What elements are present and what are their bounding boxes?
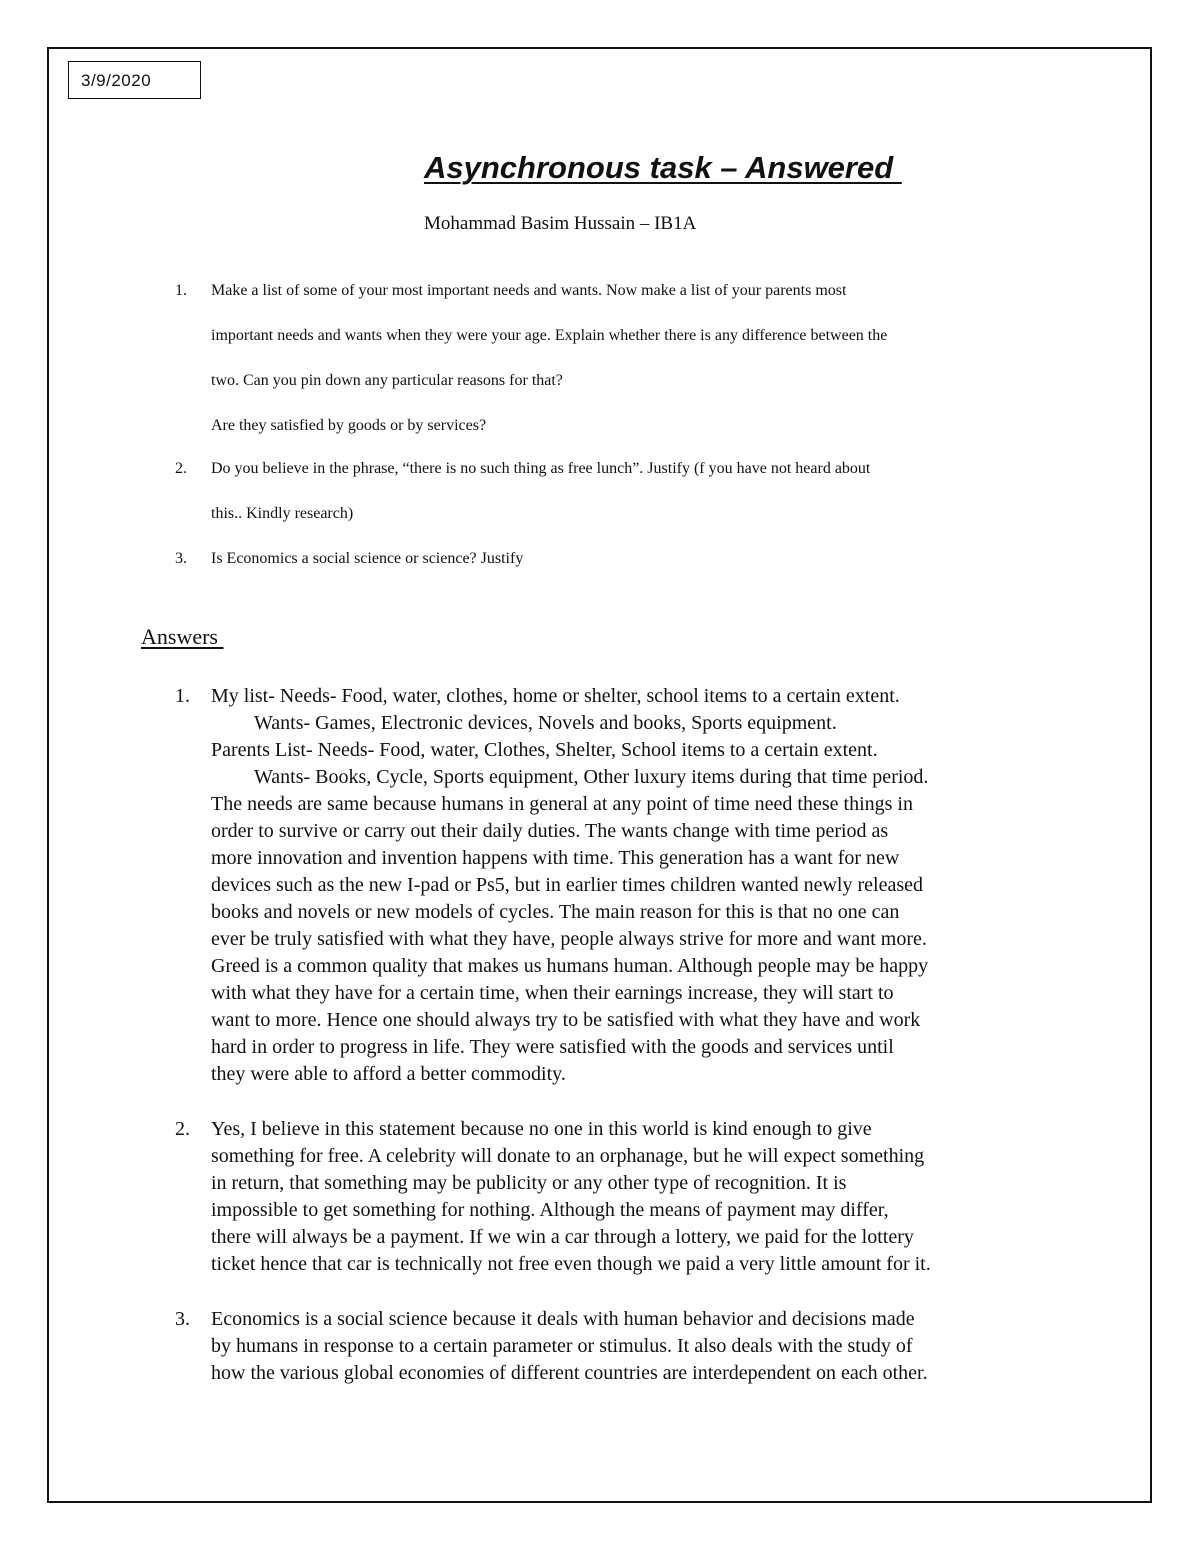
answer-line: ticket hence that car is technically not free even though we paid a very little amount for it. <box>211 1253 931 1275</box>
question-line: two. Can you pin down any particular reasons for that? <box>211 372 563 389</box>
question-number: 1. <box>175 282 187 299</box>
answer-line: hard in order to progress in life. They were satisfied with the goods and services until <box>211 1036 894 1058</box>
answer-line: The needs are same because humans in general at any point of time need these things in <box>211 793 913 815</box>
answer-number: 1. <box>175 685 190 707</box>
answer-line: they were able to afford a better commodity. <box>211 1063 566 1085</box>
question-line: this.. Kindly research) <box>211 505 354 522</box>
answer-line: order to survive or carry out their daily duties. The wants change with time period as <box>211 820 889 842</box>
question-line: Are they satisfied by goods or by services? <box>211 417 487 434</box>
answer-line: with what they have for a certain time, when their earnings increase, they will start to <box>211 982 894 1004</box>
answer-line: Wants- Games, Electronic devices, Novels and books, Sports equipment. <box>254 712 837 734</box>
question-line: Make a list of some of your most important needs and wants. Now make a list of your parents most <box>211 282 847 299</box>
author-line: Mohammad Basim Hussain – IB1A <box>424 213 697 234</box>
question-line: important needs and wants when they were your age. Explain whether there is any difference between the <box>211 327 888 344</box>
answer-line: in return, that something may be publicity or any other type of recognition. It is <box>211 1172 847 1194</box>
answer-line: Wants- Books, Cycle, Sports equipment, Other luxury items during that time period. <box>254 766 929 788</box>
question-number: 3. <box>175 550 187 567</box>
answer-line: how the various global economies of different countries are interdependent on each other. <box>211 1362 928 1384</box>
answer-line: something for free. A celebrity will donate to an orphanage, but he will expect something <box>211 1145 925 1167</box>
answer-line: there will always be a payment. If we win a car through a lottery, we paid for the lottery <box>211 1226 914 1248</box>
answer-line: Economics is a social science because it deals with human behavior and decisions made <box>211 1308 915 1330</box>
question-line: Is Economics a social science or science? Justify <box>211 550 524 567</box>
answer-line: books and novels or new models of cycles. The main reason for this is that no one can <box>211 901 900 923</box>
answer-line: want to more. Hence one should always try to be satisfied with what they have and work <box>211 1009 921 1031</box>
answer-line: impossible to get something for nothing. Although the means of payment may differ, <box>211 1199 889 1221</box>
answer-line: Greed is a common quality that makes us humans human. Although people may be happy <box>211 955 929 977</box>
document-title: Asynchronous task – Answered <box>424 150 902 185</box>
answer-number: 2. <box>175 1118 190 1140</box>
answer-line: Parents List- Needs- Food, water, Clothes, Shelter, School items to a certain extent. <box>211 739 878 761</box>
answer-line: Yes, I believe in this statement because no one in this world is kind enough to give <box>211 1118 872 1140</box>
answer-line: My list- Needs- Food, water, clothes, home or shelter, school items to a certain extent. <box>211 685 900 707</box>
answer-number: 3. <box>175 1308 190 1330</box>
question-number: 2. <box>175 460 187 477</box>
date-box: 3/9/2020 <box>68 61 201 99</box>
question-line: Do you believe in the phrase, “there is no such thing as free lunch”. Justify (f you have not heard about <box>211 460 871 477</box>
answer-line: more innovation and invention happens with time. This generation has a want for new <box>211 847 900 869</box>
answers-heading: Answers <box>141 624 224 649</box>
answer-line: by humans in response to a certain parameter or stimulus. It also deals with the study of <box>211 1335 913 1357</box>
answer-line: devices such as the new I-pad or Ps5, but in earlier times children wanted newly released <box>211 874 923 896</box>
answer-line: ever be truly satisfied with what they have, people always strive for more and want more. <box>211 928 927 950</box>
